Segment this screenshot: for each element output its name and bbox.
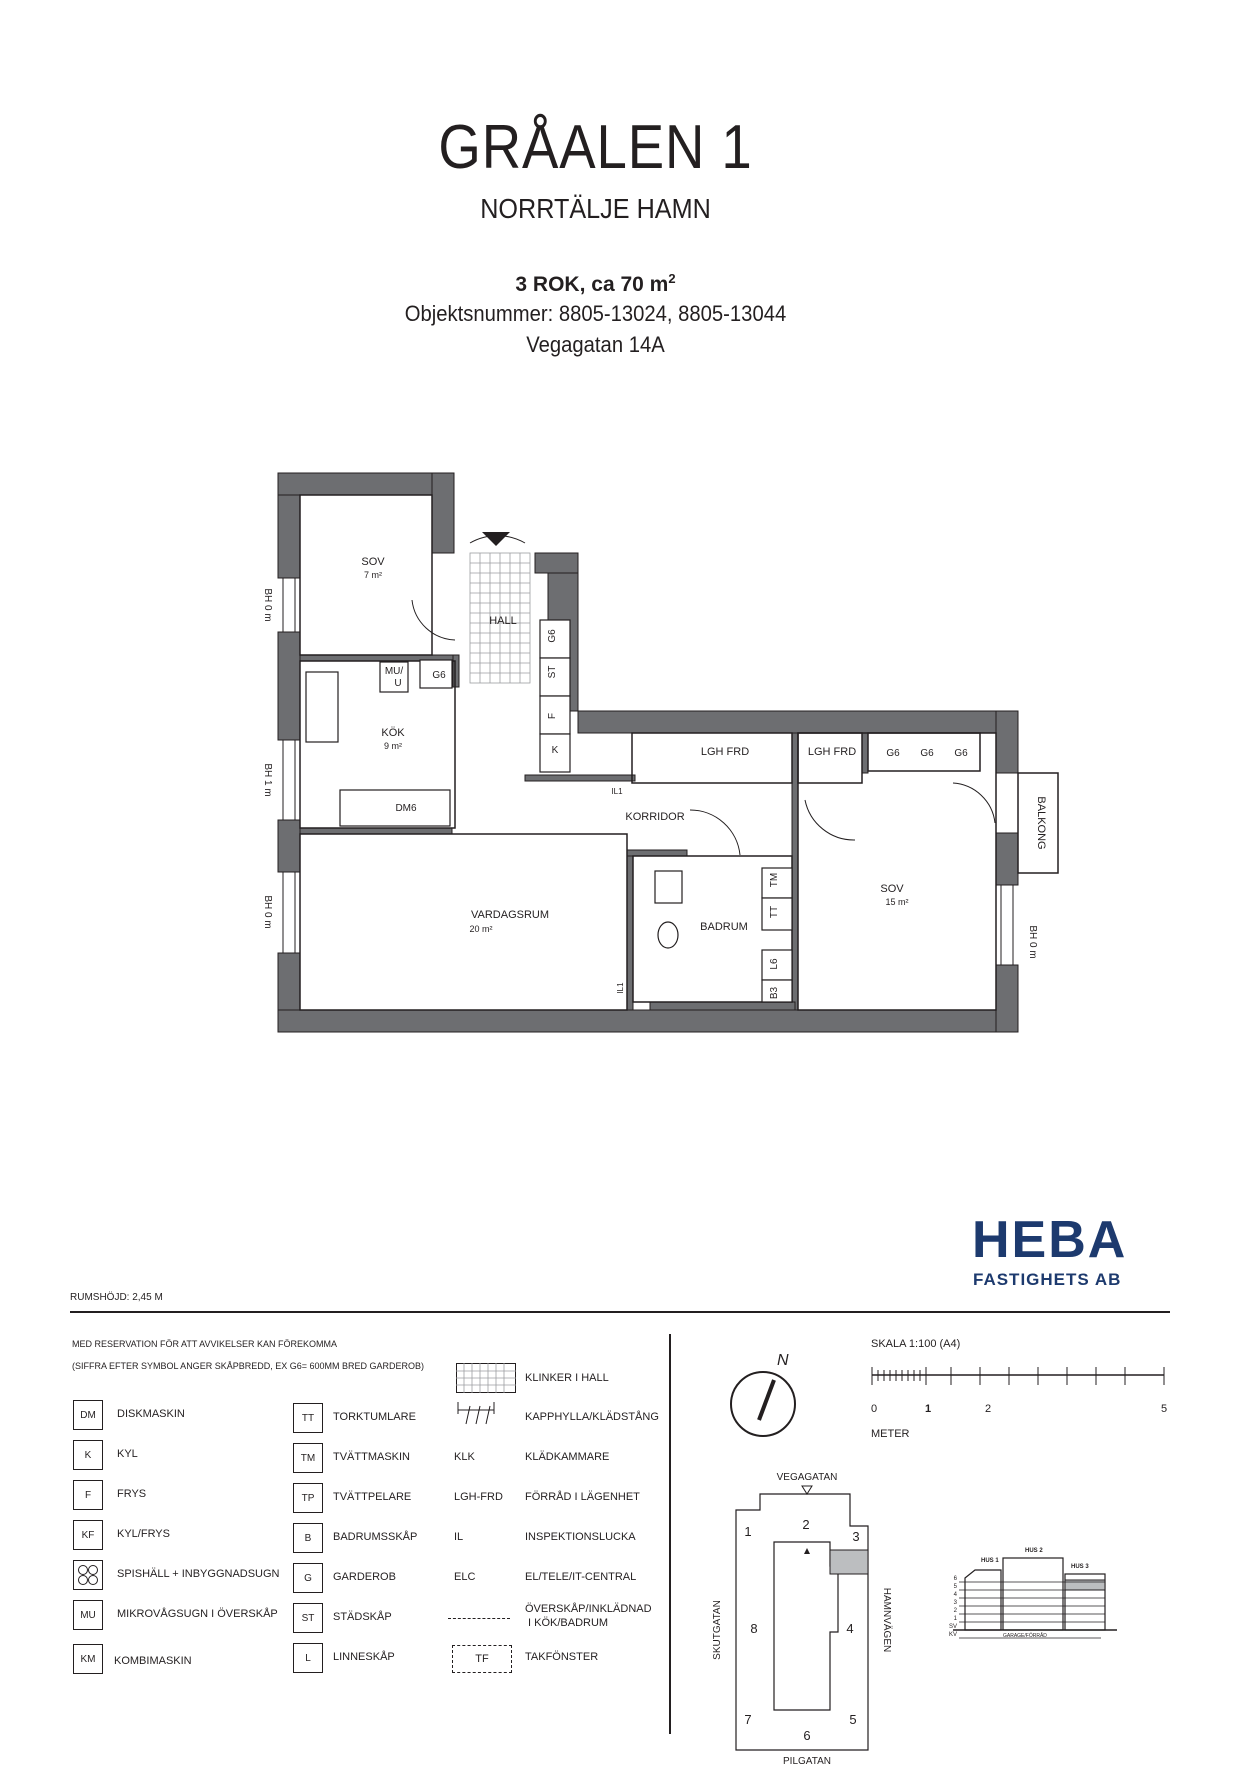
room-label-korridor: KORRIDOR xyxy=(625,811,685,823)
entry-arrow-icon xyxy=(482,532,510,546)
address: Vegagatan 14A xyxy=(526,332,665,357)
street-top: VEGAGATAN xyxy=(776,1472,838,1483)
scale-tick-2: 2 xyxy=(985,1403,992,1415)
legend-code-box: MU xyxy=(73,1600,103,1630)
fixture-mu: MU/ xyxy=(384,666,404,677)
block-2: 2 xyxy=(802,1517,810,1532)
legend-label: LINNESKÅP xyxy=(333,1651,395,1663)
hus-labels xyxy=(981,1548,1089,1570)
bh-label-sov-large: BH 0 m xyxy=(1027,925,1038,959)
block-1: 1 xyxy=(744,1524,752,1539)
fixture-f: F xyxy=(547,712,558,720)
bh-label-sov: BH 0 m xyxy=(262,588,273,622)
level-3: 3 xyxy=(953,1600,957,1606)
fixture-l6: L6 xyxy=(769,958,780,970)
legend-code-box: KM xyxy=(73,1644,103,1674)
legend-code-box: TF xyxy=(452,1645,512,1673)
block-7: 7 xyxy=(744,1712,752,1727)
legend-code-box: TP xyxy=(293,1483,323,1513)
legend-code-box: L xyxy=(293,1643,323,1673)
street-left: SKUTGATAN xyxy=(712,1600,723,1660)
legend-label: TAKFÖNSTER xyxy=(525,1651,599,1663)
object-number: Objektsnummer: 8805-13024, 8805-13044 xyxy=(404,301,787,326)
site-plan xyxy=(700,1470,900,1770)
room-height: RUMSHÖJD: 2,45 M xyxy=(70,1292,163,1303)
legend-code-box: DM xyxy=(73,1400,103,1430)
hus-2-label: HUS 2 xyxy=(1025,1548,1043,1554)
stove-icon xyxy=(73,1560,103,1590)
fixture-tm: TM xyxy=(769,872,780,888)
legend-label: INSPEKTIONSLUCKA xyxy=(525,1531,636,1543)
room-area-sov-small: 7 m² xyxy=(364,570,382,580)
scale-tick-0: 0 xyxy=(871,1403,878,1415)
scale-tick-1: 1 xyxy=(925,1403,932,1415)
legend-label: FRYS xyxy=(117,1488,147,1500)
block-3: 3 xyxy=(852,1529,860,1544)
fixture-g6-3: G6 xyxy=(954,748,968,759)
legend-code-box: F xyxy=(73,1480,103,1510)
legend-label: KLINKER I HALL xyxy=(525,1372,609,1384)
legend-label: BADRUMSSKÅP xyxy=(333,1531,418,1543)
legend-label: I KÖK/BADRUM xyxy=(528,1617,609,1629)
legend-label: TORKTUMLARE xyxy=(333,1411,416,1423)
fixture-g6-1: G6 xyxy=(886,748,900,759)
block-8: 8 xyxy=(750,1621,758,1636)
legend-label: DISKMASKIN xyxy=(117,1408,185,1420)
legend-code-box: KF xyxy=(73,1520,103,1550)
scale-unit: METER xyxy=(871,1428,910,1440)
legend-code-box: TT xyxy=(293,1403,323,1433)
room-label-lgh-frd-2: LGH FRD xyxy=(807,746,857,758)
fixture-b3: B3 xyxy=(769,986,780,1000)
level-sv: SV xyxy=(948,1624,957,1630)
legend-label: KYL/FRYS xyxy=(117,1528,170,1540)
block-4: 4 xyxy=(846,1621,854,1636)
level-6: 6 xyxy=(953,1576,957,1582)
room-area-sov-large: 15 m² xyxy=(885,897,909,907)
hus-1-label: HUS 1 xyxy=(981,1558,999,1564)
legend-code-box: B xyxy=(293,1523,323,1553)
level-4: 4 xyxy=(953,1592,957,1598)
scale-tick-5: 5 xyxy=(1161,1403,1168,1415)
legend-note-2: (SIFFRA EFTER SYMBOL ANGER SKÅPBREDD, EX G6= 600MM BRED GARDEROB) xyxy=(72,1361,424,1371)
scale-bar xyxy=(868,1355,1168,1395)
divider-vertical xyxy=(669,1334,671,1734)
room-labels xyxy=(361,556,1047,934)
level-5: 5 xyxy=(953,1584,957,1590)
legend-label: ÖVERSKÅP/INKLÄDNAD xyxy=(525,1603,652,1615)
room-area-kok: 9 m² xyxy=(384,741,402,751)
fixture-tt: TT xyxy=(769,905,780,919)
legend-label: MIKROVÅGSUGN I ÖVERSKÅP xyxy=(117,1608,278,1620)
block-6: 6 xyxy=(803,1728,811,1743)
legend-label: GARDEROB xyxy=(333,1571,396,1583)
legend-label: FÖRRÅD I LÄGENHET xyxy=(525,1491,640,1503)
apartment-type: 3 ROK, ca 70 $m^2$ xyxy=(515,271,676,296)
legend-label: EL/TELE/IT-CENTRAL xyxy=(525,1571,637,1583)
legend-code-box: ST xyxy=(293,1603,323,1633)
room-label-sov-large: SOV xyxy=(880,883,904,895)
level-1: 1 xyxy=(953,1616,957,1622)
room-label-sov-small: SOV xyxy=(361,556,385,568)
room-area-vardagsrum: 20 m² xyxy=(469,924,493,934)
coat-rack-icon xyxy=(456,1400,496,1426)
legend-label: KOMBIMASKIN xyxy=(114,1655,192,1667)
bh-label-kok: BH 1 m xyxy=(262,763,273,797)
fixture-g6-hall: G6 xyxy=(432,670,446,681)
legend-label: KYL xyxy=(117,1448,138,1460)
dash-line-icon xyxy=(448,1618,510,1619)
hus-3-label: HUS 3 xyxy=(1071,1564,1089,1570)
legend-code: ELC xyxy=(454,1571,476,1583)
scale-title: SKALA 1:100 (A4) xyxy=(871,1338,961,1350)
legend-code: IL xyxy=(454,1531,464,1543)
fixture-il1-korridor: IL1 xyxy=(611,787,623,796)
tile-pattern-icon xyxy=(456,1363,516,1393)
room-label-badrum: BADRUM xyxy=(700,921,748,933)
room-label-kok: KÖK xyxy=(381,727,405,739)
entry-marker-icon xyxy=(802,1486,812,1494)
fixture-dm6: DM6 xyxy=(395,803,417,814)
level-2: 2 xyxy=(953,1608,957,1614)
hall-cabinets xyxy=(306,620,570,826)
legend-label: SPISHÄLL + INBYGGNADSUGN xyxy=(117,1568,280,1580)
room-label-vardagsrum: VARDAGSRUM xyxy=(470,909,550,921)
room-label-lgh-frd-1: LGH FRD xyxy=(700,746,750,758)
legend-label: TVÄTTMASKIN xyxy=(333,1451,411,1463)
walls xyxy=(278,473,1018,1032)
level-labels xyxy=(949,1576,958,1638)
legend-code: LGH-FRD xyxy=(454,1491,503,1503)
compass-icon xyxy=(725,1345,815,1445)
window-height-labels xyxy=(262,588,1038,958)
divider-horizontal xyxy=(70,1311,1170,1313)
fixture-g6-2: G6 xyxy=(920,748,934,759)
page-subtitle: NORRTÄLJE HAMN xyxy=(480,193,711,224)
legend-label: KAPPHYLLA/KLÄDSTÅNG xyxy=(525,1411,659,1423)
fixture-il1-bad: IL1 xyxy=(616,982,625,994)
fixture-g6-cabinet: G6 xyxy=(547,629,558,643)
legend-label: KLÄDKAMMARE xyxy=(525,1451,610,1463)
bh-label-vardagsrum: BH 0 m xyxy=(262,895,273,929)
street-bottom: PILGATAN xyxy=(783,1756,831,1767)
building-section xyxy=(945,1538,1125,1648)
legend-code-box: G xyxy=(293,1563,323,1593)
legend-note-1: MED RESERVATION FÖR ATT AVVIKELSER KAN FÖREKOMMA xyxy=(72,1339,338,1349)
legend-code-box: TM xyxy=(293,1443,323,1473)
fixture-u: U xyxy=(394,678,402,689)
brand-subtitle: FASTIGHETS AB xyxy=(973,1270,1122,1289)
legend-label: TVÄTTPELARE xyxy=(333,1491,412,1503)
current-location-icon xyxy=(804,1548,810,1554)
room-label-balkong: BALKONG xyxy=(1035,796,1047,850)
street-right: HAMNVÄGEN xyxy=(881,1587,892,1653)
fixture-k: K xyxy=(551,745,559,756)
room-label-hall: HALL xyxy=(489,615,517,627)
fixture-st: ST xyxy=(547,665,558,679)
brand-logo: HEBA xyxy=(972,1211,1128,1269)
legend-code-box: K xyxy=(73,1440,103,1470)
level-kv: KV xyxy=(948,1632,957,1638)
block-5: 5 xyxy=(849,1712,857,1727)
garage-label: GARAGE/FÖRRÅD xyxy=(1003,1633,1047,1639)
legend-label: STÄDSKÅP xyxy=(333,1611,392,1623)
legend-code: KLK xyxy=(454,1451,475,1463)
compass-north-label: N xyxy=(777,1352,789,1369)
page-title: GRÅALEN 1 xyxy=(438,113,753,182)
